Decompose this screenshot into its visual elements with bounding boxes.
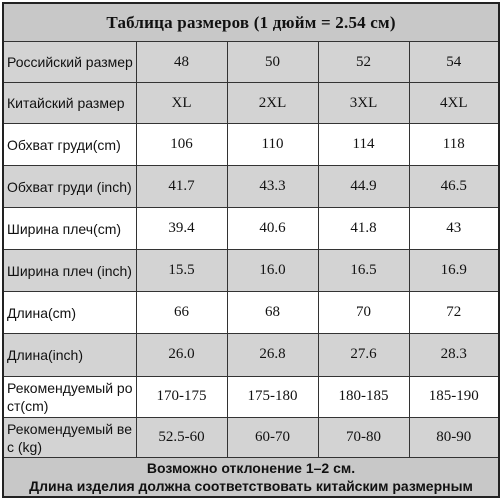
table-cell: 16.0 <box>227 249 318 292</box>
row-label: Рекомендуемый рост(cm) <box>3 376 136 418</box>
row-label: Длина(inch) <box>3 333 136 376</box>
table-cell: 70-80 <box>318 418 409 458</box>
table-cell: 175-180 <box>227 376 318 418</box>
table-row <box>3 208 499 250</box>
table-cell: 68 <box>227 292 318 334</box>
table-cell: 4XL <box>409 82 499 124</box>
table-row <box>3 82 499 124</box>
table-cell: 46.5 <box>409 165 499 208</box>
table-row <box>3 42 499 82</box>
table-row <box>3 165 499 208</box>
table-cell: 3XL <box>318 82 409 124</box>
table-cell: 41.8 <box>318 208 409 250</box>
row-label: Российский размер <box>3 42 136 82</box>
table-cell: 15.5 <box>136 249 227 292</box>
table-cell: 185-190 <box>409 376 499 418</box>
table-title: Таблица размеров (1 дюйм = 2.54 см) <box>3 3 499 42</box>
table-row <box>3 249 499 292</box>
table-cell: XL <box>136 82 227 124</box>
table-cell: 80-90 <box>409 418 499 458</box>
table-cell: 114 <box>318 124 409 166</box>
table-cell: 44.9 <box>318 165 409 208</box>
table-cell: 60-70 <box>227 418 318 458</box>
table-cell: 106 <box>136 124 227 166</box>
table-cell: 170-175 <box>136 376 227 418</box>
table-cell: 27.6 <box>318 333 409 376</box>
table-cell: 43 <box>409 208 499 250</box>
table-cell: 66 <box>136 292 227 334</box>
table-cell: 40.6 <box>227 208 318 250</box>
row-label: Рекомендуемый вес (kg) <box>3 418 136 458</box>
table-cell: 26.8 <box>227 333 318 376</box>
table-cell: 72 <box>409 292 499 334</box>
table-cell: 180-185 <box>318 376 409 418</box>
size-chart-table <box>2 2 500 498</box>
table-cell: 26.0 <box>136 333 227 376</box>
table-cell: 16.9 <box>409 249 499 292</box>
table-row <box>3 124 499 166</box>
table-cell: 43.3 <box>227 165 318 208</box>
footnote-line: Длина изделия должна соответствовать китайским размерным <box>29 478 473 495</box>
table-cell: 39.4 <box>136 208 227 250</box>
row-label: Обхват груди(cm) <box>3 124 136 166</box>
table-footnote <box>3 458 499 497</box>
row-label: Ширина плеч (inch) <box>3 249 136 292</box>
table-cell: 48 <box>136 42 227 82</box>
footnote-line: Возможно отклонение 1–2 см. <box>146 460 356 477</box>
row-label: Китайский размер <box>3 82 136 124</box>
table-cell: 41.7 <box>136 165 227 208</box>
row-label: Обхват груди (inch) <box>3 165 136 208</box>
table-cell: 118 <box>409 124 499 166</box>
table-row <box>3 376 499 418</box>
table-row <box>3 418 499 458</box>
table-cell: 70 <box>318 292 409 334</box>
table-cell: 52.5-60 <box>136 418 227 458</box>
table-cell: 50 <box>227 42 318 82</box>
table-row <box>3 333 499 376</box>
table-cell: 16.5 <box>318 249 409 292</box>
row-label: Ширина плеч(cm) <box>3 208 136 250</box>
table-cell: 52 <box>318 42 409 82</box>
table-row <box>3 292 499 334</box>
table-cell: 2XL <box>227 82 318 124</box>
row-label: Длина(cm) <box>3 292 136 334</box>
table-cell: 28.3 <box>409 333 499 376</box>
table-cell: 54 <box>409 42 499 82</box>
table-cell: 110 <box>227 124 318 166</box>
